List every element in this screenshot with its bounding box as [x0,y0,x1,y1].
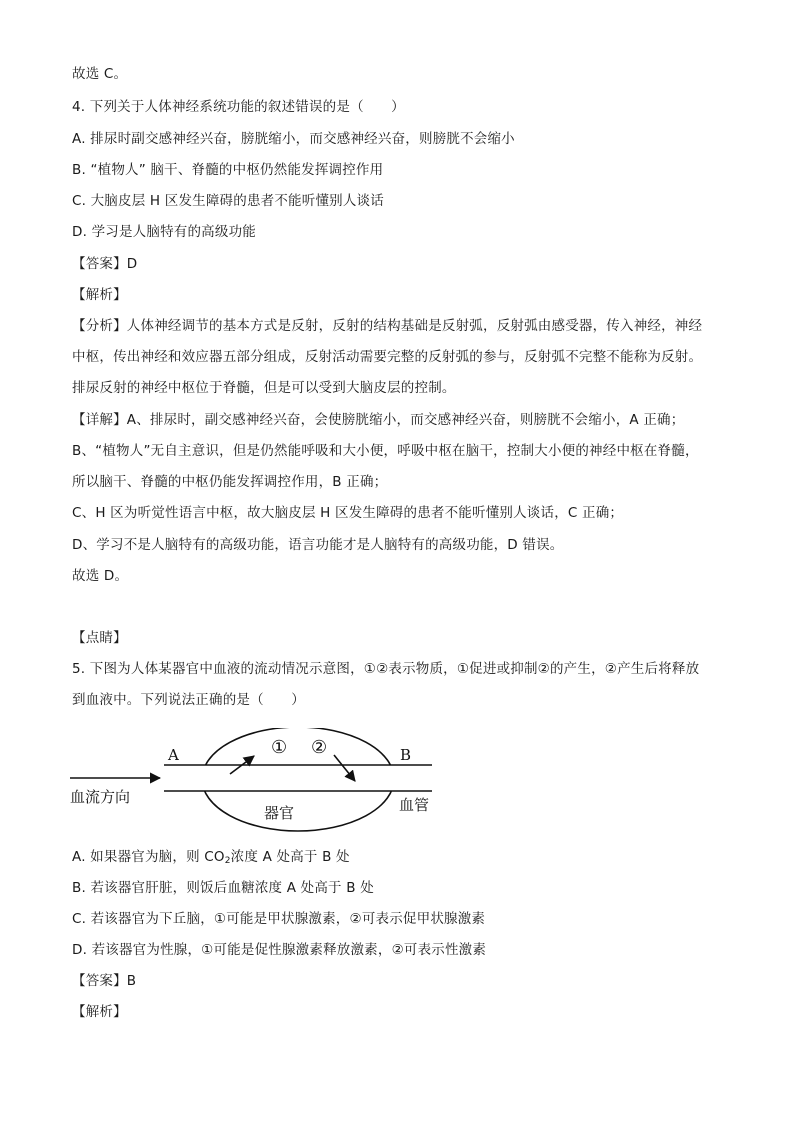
text-line: 故选 C。 [72,66,128,82]
question-5-option-c: C. 若该器官为下丘脑，①可能是甲状腺激素，②可表示促甲状腺激素 [72,911,486,927]
question-5-stem: 5. 下图为人体某器官中血液的流动情况示意图，①②表示物质，①促进或抑制②的产生，②产生后将释放 [72,661,700,677]
text-line: 【分析】人体神经调节的基本方式是反射，反射的结构基础是反射弧，反射弧由感受器，传入神经，神经 [72,318,703,334]
question-5-stem: 到血液中。下列说法正确的是（ ） [72,692,305,708]
text-line: 【详解】A、排尿时，副交感神经兴奋，会使膀胱缩小，而交感神经兴奋，则膀胱不会缩小，A 正确； [72,412,685,428]
label-organ: 器官 [264,804,295,822]
text-line: B、“植物人”无自主意识，但是仍然能呼吸和大小便，呼吸中枢在脑干，控制大小便的神经中枢在脊髓， [72,443,699,459]
question-4-option-d: D. 学习是人脑特有的高级功能 [72,224,256,240]
text-line: 排尿反射的神经中枢位于脊髓，但是可以受到大脑皮层的控制。 [72,380,456,396]
question-5-option-d: D. 若该器官为性腺，①可能是促性腺激素释放激素，②可表示性激素 [72,942,487,958]
label-substance-2: ② [311,737,328,758]
answer-label: 【答案】D [72,256,138,272]
label-blood-flow: 血流方向 [70,788,131,806]
label-vessel: 血管 [399,796,430,814]
key-point-label: 【点睛】 [72,630,127,646]
label-a: A [168,746,179,764]
analysis-label: 【解析】 [72,1004,127,1020]
question-4-option-a: A. 排尿时副交感神经兴奋，膀胱缩小，而交感神经兴奋，则膀胱不会缩小 [72,131,515,147]
text-line: C、H 区为听觉性语言中枢，故大脑皮层 H 区发生障碍的患者不能听懂别人谈话，C 正确； [72,505,624,521]
text-line: 中枢，传出神经和效应器五部分组成，反射活动需要完整的反射弧的参与，反射弧不完整不能称为反射。 [72,349,703,365]
question-4-stem: 4. 下列关于人体神经系统功能的叙述错误的是（ ） [72,99,405,115]
text-line: 故选 D。 [72,568,129,584]
label-b: B [400,746,412,764]
answer-label: 【答案】B [72,973,137,989]
question-5-option-a: A. 如果器官为脑，则 $CO_2$浓度 A 处高于 B 处 [72,849,350,866]
analysis-label: 【解析】 [72,287,127,303]
text-line: D、学习不是人脑特有的高级功能，语言功能才是人脑特有的高级功能，D 错误。 [72,537,564,553]
question-5-option-b: B. 若该器官肝脏，则饭后血糖浓度 A 处高于 B 处 [72,880,374,896]
text-line: 所以脑干、脊髓的中枢仍能发挥调控作用，B 正确； [72,474,388,490]
question-4-option-c: C. 大脑皮层 H 区发生障碍的患者不能听懂别人谈话 [72,193,384,209]
blood-flow-diagram [68,728,438,840]
label-substance-1: ① [271,737,288,758]
question-4-option-b: B. “植物人” 脑干、脊髓的中枢仍然能发挥调控作用 [72,162,384,178]
